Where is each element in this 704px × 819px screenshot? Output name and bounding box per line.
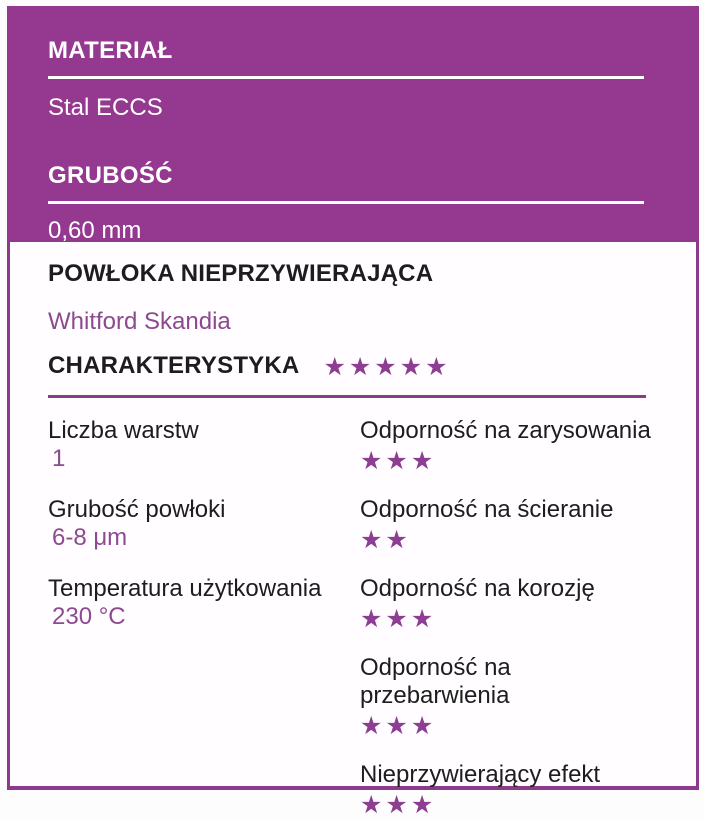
spec-item (48, 575, 360, 632)
rating-star-rating: ★★★ (360, 712, 437, 740)
rating-item (360, 654, 658, 739)
spec-spacer (48, 761, 360, 818)
spec-value: 6-8 μm (52, 524, 128, 551)
coating-panel (7, 240, 699, 819)
rating-star-rating: ★★ (360, 526, 411, 554)
spec-value: 1 (52, 445, 66, 472)
product-spec-card (0, 6, 704, 819)
rating-label: Odporność na ścieranie (360, 496, 614, 523)
rating-label: Nieprzywierający efekt (360, 761, 601, 788)
material-value: Stal ECCS (48, 94, 163, 121)
rating-item (360, 496, 658, 553)
material-label: MATERIAŁ (48, 37, 173, 64)
rating-item (360, 761, 658, 818)
spec-label: Temperatura użytkowania (48, 575, 322, 602)
spec-item (48, 496, 360, 553)
rating-item (360, 417, 658, 474)
spec-label: Liczba warstw (48, 417, 199, 444)
characteristics-star-rating: ★★★★★ (323, 352, 451, 381)
rating-label: Odporność na przebarwienia (360, 654, 511, 709)
coating-title: POWŁOKA NIEPRZYWIERAJĄCA (48, 260, 434, 287)
spec-value: 230 °C (52, 603, 126, 630)
rating-star-rating: ★★★ (360, 447, 437, 475)
rating-item (360, 575, 658, 632)
material-panel (7, 6, 699, 244)
rating-label: Odporność na zarysowania (360, 417, 651, 444)
thickness-divider (48, 201, 644, 204)
characteristics-row (48, 352, 658, 380)
rating-star-rating: ★★★ (360, 791, 437, 819)
spec-grid (48, 417, 658, 818)
material-divider (48, 76, 644, 79)
spec-label: Grubość powłoki (48, 496, 226, 523)
spec-item (48, 417, 360, 474)
characteristics-divider (48, 395, 646, 398)
rating-label: Odporność na korozję (360, 575, 595, 602)
rating-star-rating: ★★★ (360, 605, 437, 633)
characteristics-label: CHARAKTERYSTYKA (48, 352, 300, 379)
thickness-value: 0,60 mm (48, 217, 142, 244)
coating-brand-name: Whitford Skandia (48, 308, 231, 335)
spec-spacer (48, 654, 360, 739)
thickness-label: GRUBOŚĆ (48, 162, 173, 189)
